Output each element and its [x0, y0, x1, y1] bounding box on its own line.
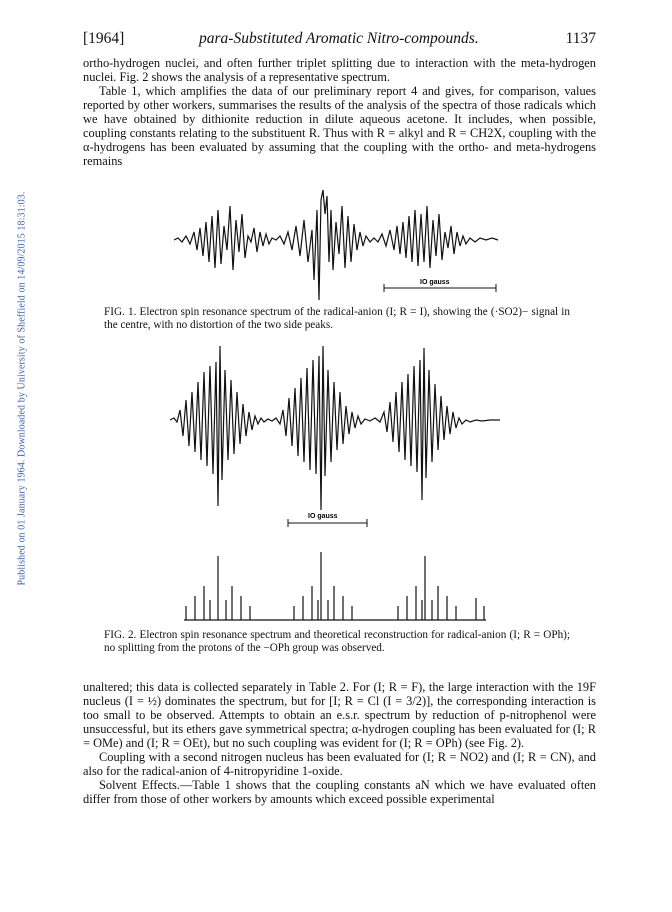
fig2-scale-label: IO gauss — [308, 513, 338, 520]
paragraph-solvent-effects: Solvent Effects.—Table 1 shows that the coupling constants aN which we have evaluated often differ from those of other workers by amounts which exceed possible experimental — [83, 778, 596, 806]
fig2-reconstruction — [184, 552, 486, 620]
download-watermark: Published on 01 January 1964. Downloaded by University of Sheffield on 14/09/2015 18:31:03. — [16, 191, 28, 586]
paragraph: Table 1, which amplifies the data of our preliminary report 4 and gives, for comparison, values reported by other workers, summarises the results of the analysis of the spectra of those radicals which we have obtained by dithionite reduction in dilute aqueous acetone. It includes, when possible, coupling constants relating to the substituent R. Thus with R = alkyl and R = CH2X, coupling with the α-hydrogens has been evaluated by assuming that the coupling with the ortho- and meta-hydrogens remains — [83, 84, 596, 168]
body-text-bottom — [83, 680, 596, 806]
header-title: para-Substituted Aromatic Nitro-compounds. — [199, 30, 479, 47]
fig2-caption: FIG. 2. Electron spin resonance spectrum and theoretical reconstruction for radical-anion (I; R = OPh); no splitting from the protons of the −OPh group was observed. — [104, 629, 570, 654]
fig1-scale-bar — [384, 279, 496, 292]
header-year: [1964] — [83, 30, 125, 47]
fig2-scale-bar — [288, 513, 367, 527]
paragraph: Coupling with a second nitrogen nucleus has been evaluated for (I; R = NO2) and (I; R = CN), and also for the radical-anion of 4-nitropyridine 1-oxide. — [83, 750, 596, 778]
fig1-caption: FIG. 1. Electron spin resonance spectrum of the radical-anion (I; R = I), showing the (·SO2)− signal in the centre, with no distortion of the two side peaks. — [104, 306, 570, 331]
header-page-number: 1137 — [565, 30, 596, 47]
paragraph: ortho-hydrogen nuclei, and often further triplet splitting due to interaction with the meta-hydrogen nuclei. Fig. 2 shows the analysis of a representative spectrum. — [83, 56, 596, 84]
fig2-esr-trace — [170, 346, 500, 510]
fig1-scale-label: IO gauss — [420, 279, 450, 286]
paragraph: unaltered; this data is collected separately in Table 2. For (I; R = F), the large interaction with the 19F nucleus (I = ½) dominates the spectrum, but for [I; R = Cl (I = 3/2)], the corresponding interaction is too small to be observed. Attempts to obtain an e.s.r. spectrum by reduction of p-nitrophenol were unsuccessful, but its ethers gave symmetrical spectra; α-hydrogen coupling has been evaluated for (I; R = OMe) and (I; R = OEt), but no such coupling was evident for (I; R = OPh) (see Fig. 2). — [83, 680, 596, 750]
